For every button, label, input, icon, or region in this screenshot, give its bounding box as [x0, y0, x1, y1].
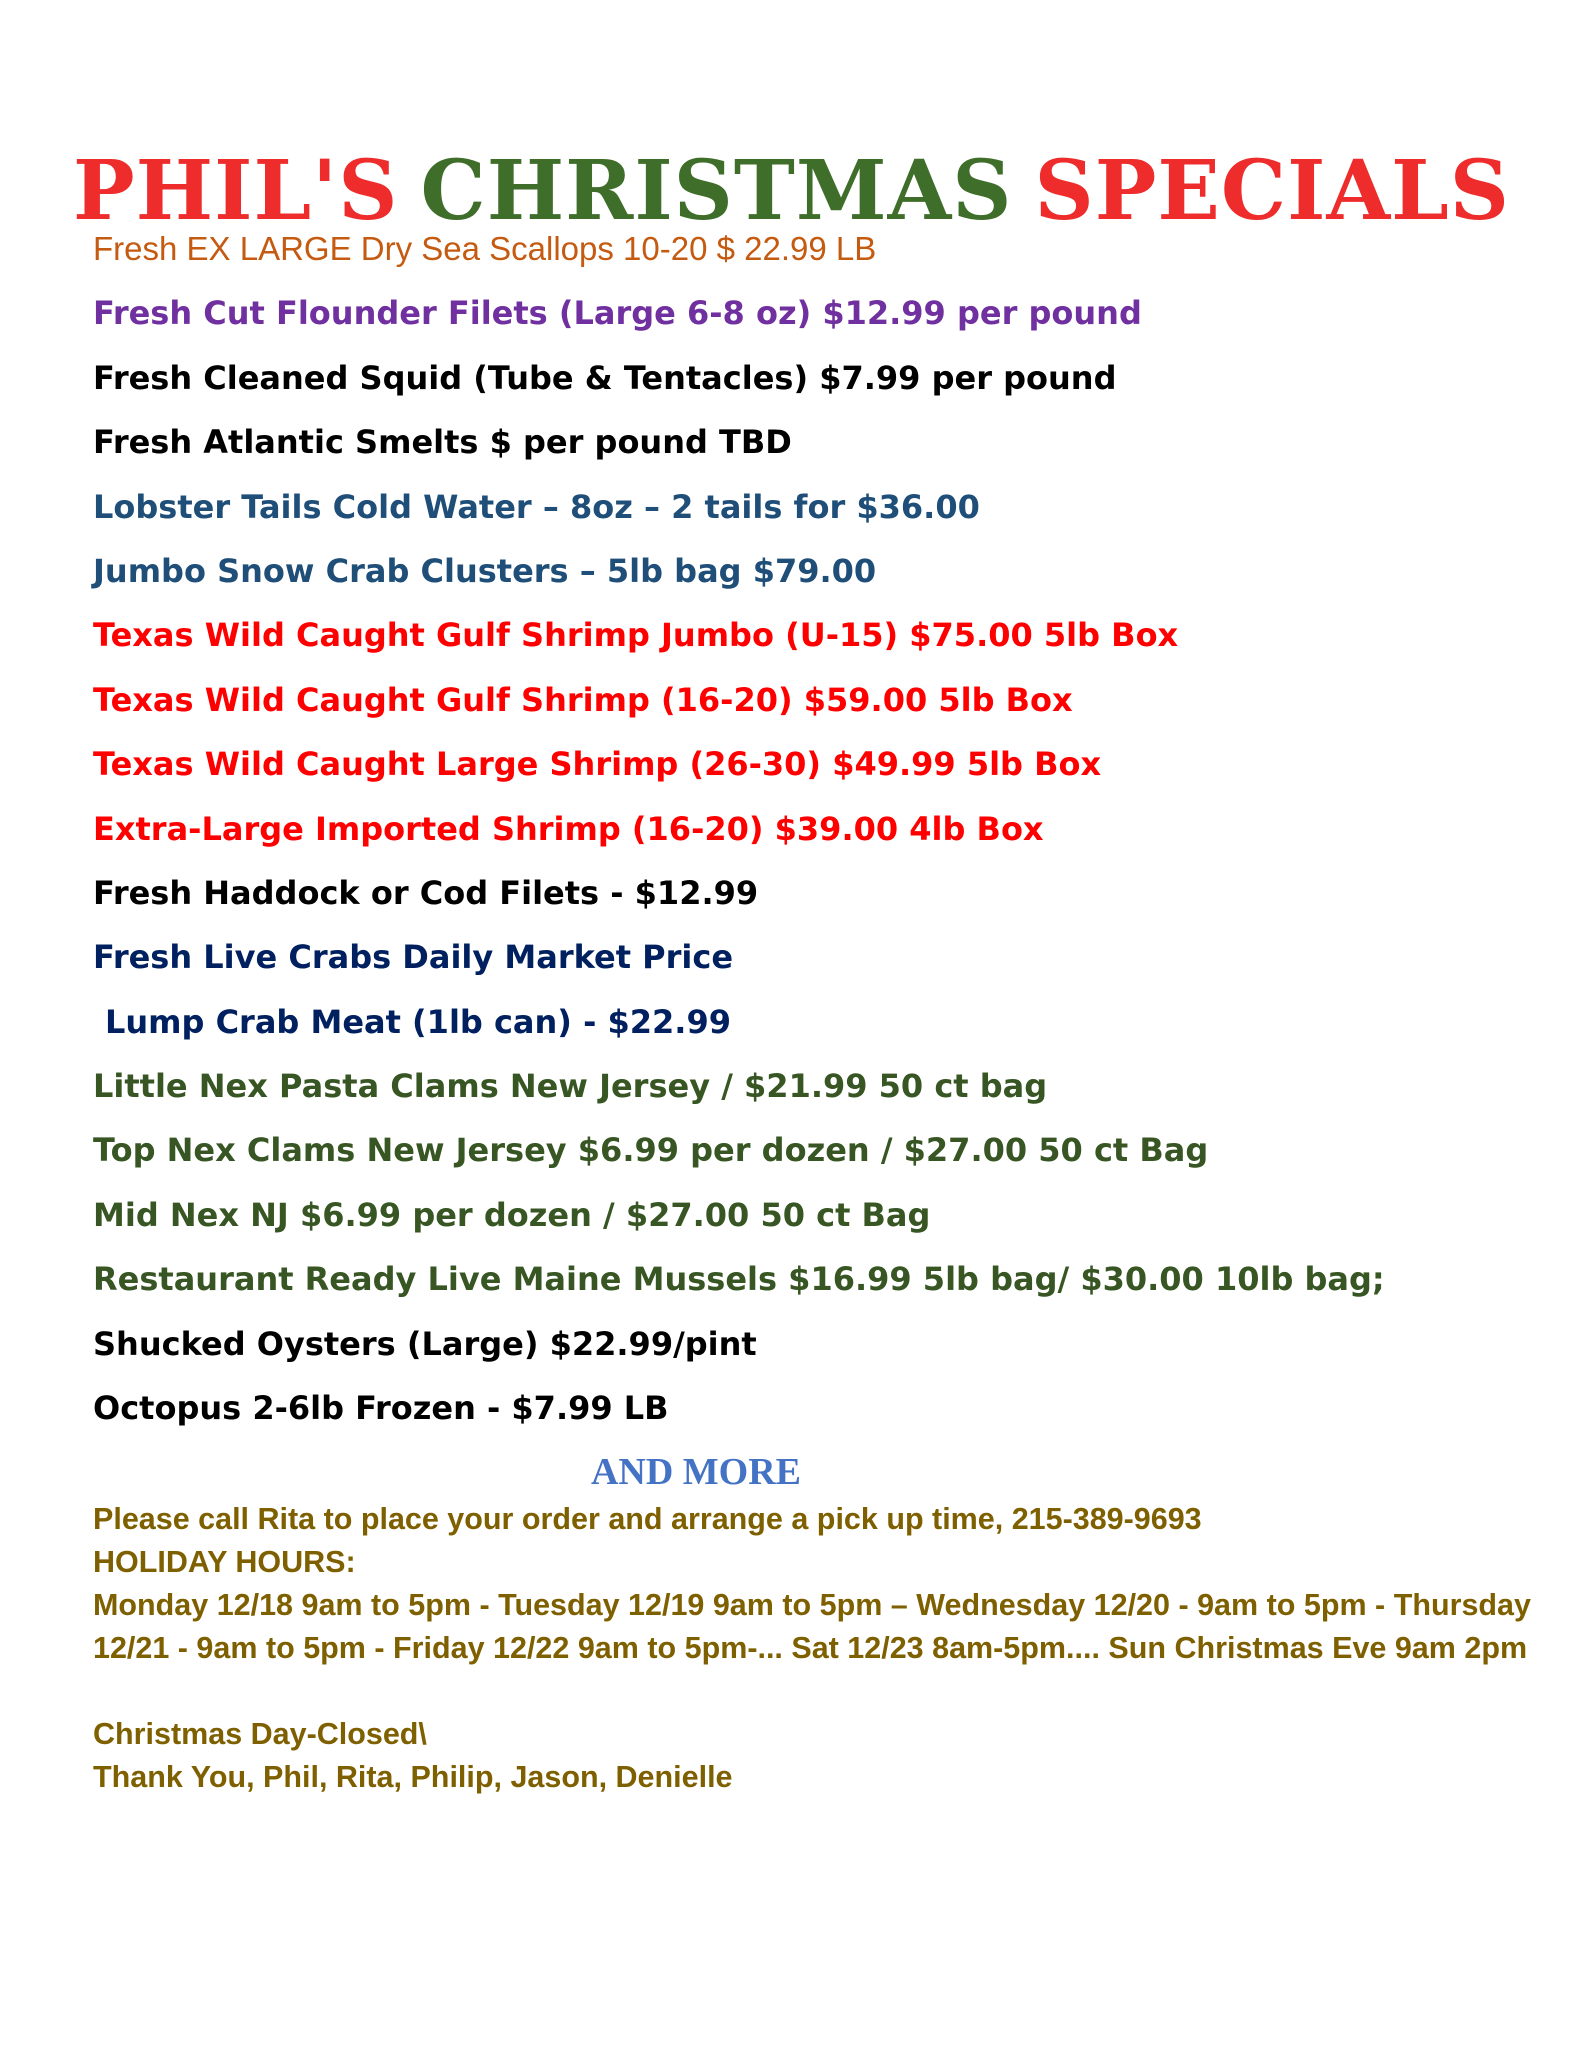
- special-item-little-nex: Little Nex Pasta Clams New Jersey / $21.99 50 ct bag: [93, 1067, 1048, 1106]
- special-item-shrimp-16-20: Texas Wild Caught Gulf Shrimp (16-20) $59.00 5lb Box: [93, 680, 1073, 719]
- order-info: [93, 1498, 1553, 1799]
- title-word-specials: SPECIALS: [1034, 142, 1511, 239]
- special-item-flounder: Fresh Cut Flounder Filets (Large 6-8 oz) $12.99 per pound: [93, 294, 1142, 333]
- christmas-closed: Christmas Day-Closed\: [93, 1717, 427, 1751]
- special-item-top-nex: Top Nex Clams New Jersey $6.99 per dozen / $27.00 50 ct Bag: [93, 1131, 1209, 1170]
- page-title: [0, 142, 1583, 239]
- special-item-snow-crab: Jumbo Snow Crab Clusters – 5lb bag $79.00: [93, 551, 877, 590]
- special-item-imported-shrimp: Extra-Large Imported Shrimp (16-20) $39.00 4lb Box: [93, 809, 1044, 848]
- holiday-hours-text: Monday 12/18 9am to 5pm - Tuesday 12/19 9am to 5pm – Wednesday 12/20 - 9am to 5pm - Thursday 12/21 - 9am to 5pm - Friday 12/22 9am to 5pm-... Sat 12/23 8am-5pm.... Sun Christmas Eve 9am 2pm: [93, 1588, 1531, 1665]
- special-item-lump-crab: Lump Crab Meat (1lb can) - $22.99: [105, 1002, 731, 1041]
- special-item-squid: Fresh Cleaned Squid (Tube & Tentacles) $7.99 per pound: [93, 358, 1117, 397]
- title-word-phils: PHIL'S: [72, 142, 399, 239]
- holiday-hours-heading: HOLIDAY HOURS:: [93, 1545, 356, 1579]
- special-item-haddock-cod: Fresh Haddock or Cod Filets - $12.99: [93, 873, 759, 912]
- special-item-octopus: Octopus 2-6lb Frozen - $7.99 LB: [93, 1389, 669, 1428]
- special-item-scallops: Fresh EX LARGE Dry Sea Scallops 10-20 $ 22.99 LB: [93, 230, 877, 267]
- call-to-order: Please call Rita to place your order and arrange a pick up time, 215-389-9693: [93, 1502, 1202, 1536]
- title-word-christmas: CHRISTMAS: [420, 142, 1013, 239]
- thank-you-line: Thank You, Phil, Rita, Philip, Jason, Denielle: [93, 1760, 733, 1794]
- special-item-smelts: Fresh Atlantic Smelts $ per pound TBD: [93, 423, 792, 462]
- special-item-lobster-tails: Lobster Tails Cold Water – 8oz – 2 tails for $36.00: [93, 487, 980, 526]
- specials-list: [93, 228, 1553, 1451]
- special-item-mussels: Restaurant Ready Live Maine Mussels $16.99 5lb bag/ $30.00 10lb bag;: [93, 1260, 1385, 1299]
- special-item-oysters: Shucked Oysters (Large) $22.99/pint: [93, 1324, 757, 1363]
- special-item-live-crabs: Fresh Live Crabs Daily Market Price: [93, 938, 734, 977]
- special-item-shrimp-jumbo: Texas Wild Caught Gulf Shrimp Jumbo (U-15) $75.00 5lb Box: [93, 616, 1179, 655]
- special-item-mid-nex: Mid Nex NJ $6.99 per dozen / $27.00 50 ct Bag: [93, 1195, 931, 1234]
- and-more-heading: AND MORE: [590, 1451, 802, 1493]
- special-item-shrimp-large: Texas Wild Caught Large Shrimp (26-30) $49.99 5lb Box: [93, 745, 1102, 784]
